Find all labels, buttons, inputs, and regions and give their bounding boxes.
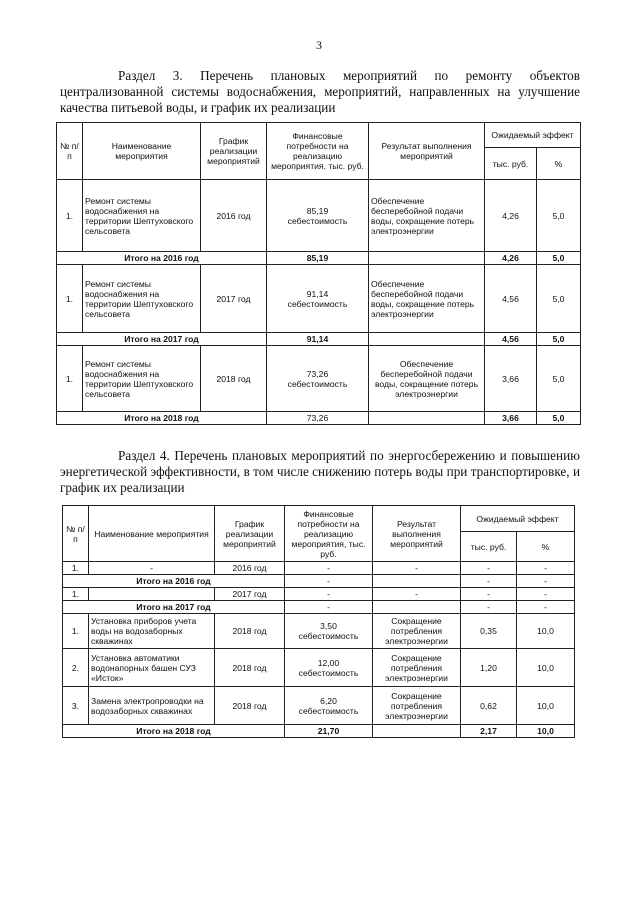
row-effect-rub: 4,56 — [485, 265, 537, 333]
row-num: 1. — [63, 562, 89, 575]
header-effect: Ожидаемый эффект — [461, 506, 575, 532]
row-name: - — [89, 562, 215, 575]
table-row — [63, 588, 575, 601]
total-result-empty — [373, 601, 461, 614]
row-num: 1. — [57, 265, 83, 333]
row-result: Обеспечение бесперебойной подачи воды, сокращение потерь электроэнергии — [369, 346, 485, 412]
header-num: № п/п — [57, 123, 83, 180]
header-schedule: График реализации мероприятий — [201, 123, 267, 180]
table-row — [63, 687, 575, 725]
total-label: Итого на 2018 год — [63, 725, 285, 738]
row-effect-pct: 5,0 — [537, 346, 581, 412]
row-finance — [267, 346, 369, 412]
total-effect-pct: - — [517, 601, 575, 614]
row-finance — [285, 687, 373, 725]
total-row — [57, 252, 581, 265]
finance-value: 12,00 — [317, 657, 340, 668]
section-4-heading-text: Раздел 4. Перечень плановых мероприятий по энергосбережению и повышению энергетической эффективности, в том числе снижению потерь воды при транспортировке, и график их реализации — [60, 448, 580, 495]
total-effect-pct: 5,0 — [537, 333, 581, 346]
row-name: Замена электропроводки на водозаборных скважинах — [89, 687, 215, 725]
total-label: Итого на 2016 год — [57, 252, 267, 265]
header-name: Наименование мероприятия — [89, 506, 215, 562]
header-effect-rub: тыс. руб. — [485, 148, 537, 180]
total-result-empty — [369, 333, 485, 346]
header-num: № п/п — [63, 506, 89, 562]
total-result-empty — [373, 725, 461, 738]
finance-note: себестоимость — [287, 378, 348, 389]
row-finance — [285, 649, 373, 687]
row-effect-pct: 5,0 — [537, 265, 581, 333]
total-label: Итого на 2017 год — [63, 601, 285, 614]
section-4-heading — [60, 448, 580, 496]
row-finance: - — [285, 588, 373, 601]
row-name: Установка автоматики водонапорных башен СУЗ «Исток» — [89, 649, 215, 687]
row-effect-rub: - — [461, 562, 517, 575]
row-finance — [267, 265, 369, 333]
table-row — [57, 180, 581, 252]
section-3-table — [56, 122, 581, 425]
section-3-heading-text: Раздел 3. Перечень плановых мероприятий по ремонту объектов централизованной системы водоснабжения, мероприятий, направленных на улучшение качества питьевой воды, и график их реализации — [60, 68, 580, 115]
finance-note: себестоимость — [298, 631, 359, 641]
row-name: Ремонт системы водоснабжения на территории Шептуховского сельсовета — [83, 346, 201, 412]
total-effect-rub: - — [461, 575, 517, 588]
total-row — [57, 412, 581, 425]
row-num: 2. — [63, 649, 89, 687]
row-num: 1. — [57, 180, 83, 252]
row-effect-rub: - — [461, 588, 517, 601]
finance-value: 73,26 — [306, 368, 329, 379]
row-effect-rub: 0,62 — [461, 687, 517, 725]
row-effect-pct: 10,0 — [517, 687, 575, 725]
section-4-table — [62, 505, 575, 738]
header-effect-rub: тыс. руб. — [461, 532, 517, 562]
total-effect-rub: - — [461, 601, 517, 614]
finance-value: 3,50 — [320, 621, 337, 631]
table-row — [63, 562, 575, 575]
row-finance: - — [285, 562, 373, 575]
finance-value: 85,19 — [306, 205, 329, 216]
total-effect-rub: 4,56 — [485, 333, 537, 346]
row-schedule: 2017 год — [215, 588, 285, 601]
total-finance: - — [285, 575, 373, 588]
total-row — [63, 575, 575, 588]
table-row — [57, 265, 581, 333]
row-effect-pct: - — [517, 562, 575, 575]
total-row — [63, 725, 575, 738]
row-name: Ремонт системы водоснабжения на территории Шептуховского сельсовета — [83, 180, 201, 252]
finance-value: 6,20 — [320, 695, 337, 706]
total-row — [57, 333, 581, 346]
total-result-empty — [373, 575, 461, 588]
row-effect-rub: 3,66 — [485, 346, 537, 412]
row-result: Сокращение потребления электроэнергии — [373, 614, 461, 649]
total-effect-pct: 5,0 — [537, 252, 581, 265]
finance-note: себестоимость — [287, 298, 348, 309]
row-result: - — [373, 562, 461, 575]
row-schedule: 2016 год — [201, 180, 267, 252]
finance-note: себестоимость — [298, 705, 359, 716]
header-name: Наименование мероприятия — [83, 123, 201, 180]
row-num: 1. — [63, 614, 89, 649]
header-result: Результат выполнения мероприятий — [369, 123, 485, 180]
page-number: 3 — [316, 38, 322, 52]
row-schedule: 2018 год — [215, 687, 285, 725]
total-effect-pct: 5,0 — [537, 412, 581, 425]
total-label: Итого на 2017 год — [57, 333, 267, 346]
row-effect-pct: 10,0 — [517, 614, 575, 649]
total-effect-rub: 2,17 — [461, 725, 517, 738]
row-name: Ремонт системы водоснабжения на территории Шептуховского сельсовета — [83, 265, 201, 333]
row-num: 3. — [63, 687, 89, 725]
total-effect-pct: 10,0 — [517, 725, 575, 738]
total-result-empty — [369, 412, 485, 425]
row-effect-pct: 5,0 — [537, 180, 581, 252]
total-result-empty — [369, 252, 485, 265]
row-result: Обеспечение бесперебойной подачи воды, сокращение потерь электроэнергии — [369, 180, 485, 252]
total-effect-rub: 3,66 — [485, 412, 537, 425]
finance-note: себестоимость — [298, 667, 359, 678]
table-row — [63, 614, 575, 649]
row-effect-rub: 1,20 — [461, 649, 517, 687]
row-effect-pct: - — [517, 588, 575, 601]
table-row — [63, 649, 575, 687]
table-header-row — [57, 123, 581, 148]
header-effect: Ожидаемый эффект — [485, 123, 581, 148]
header-schedule: График реализации мероприятий — [215, 506, 285, 562]
row-num: 1. — [57, 346, 83, 412]
finance-note: себестоимость — [287, 215, 348, 226]
total-finance: 21,70 — [285, 725, 373, 738]
total-finance: 91,14 — [267, 333, 369, 346]
row-finance — [267, 180, 369, 252]
header-finance: Финансовые потребности на реализацию мероприятия, тыс. руб. — [267, 123, 369, 180]
row-effect-rub: 4,26 — [485, 180, 537, 252]
total-label: Итого на 2016 год — [63, 575, 285, 588]
table-row — [57, 346, 581, 412]
total-row — [63, 601, 575, 614]
row-schedule: 2018 год — [201, 346, 267, 412]
total-finance: - — [285, 601, 373, 614]
row-name — [89, 588, 215, 601]
header-result: Результат выполнения мероприятий — [373, 506, 461, 562]
row-schedule: 2016 год — [215, 562, 285, 575]
total-effect-rub: 4,26 — [485, 252, 537, 265]
total-finance: 73,26 — [267, 412, 369, 425]
section-3-heading — [60, 68, 580, 116]
row-result: Сокращение потребления электроэнергии — [373, 687, 461, 725]
total-finance: 85,19 — [267, 252, 369, 265]
row-schedule: 2018 год — [215, 649, 285, 687]
total-label: Итого на 2018 год — [57, 412, 267, 425]
header-effect-pct: % — [537, 148, 581, 180]
row-result: Обеспечение бесперебойной подачи воды, сокращение потерь электроэнергии — [369, 265, 485, 333]
row-num: 1. — [63, 588, 89, 601]
finance-value: 91,14 — [306, 288, 329, 299]
row-schedule: 2018 год — [215, 614, 285, 649]
table-header-row — [63, 506, 575, 532]
row-effect-rub: 0,35 — [461, 614, 517, 649]
row-effect-pct: 10,0 — [517, 649, 575, 687]
row-result: Сокращение потребления электроэнергии — [373, 649, 461, 687]
row-result: - — [373, 588, 461, 601]
total-effect-pct: - — [517, 575, 575, 588]
header-finance: Финансовые потребности на реализацию мероприятия, тыс. руб. — [285, 506, 373, 562]
row-schedule: 2017 год — [201, 265, 267, 333]
header-effect-pct: % — [517, 532, 575, 562]
row-finance — [285, 614, 373, 649]
row-name: Установка приборов учета воды на водозаборных скважинах — [89, 614, 215, 649]
